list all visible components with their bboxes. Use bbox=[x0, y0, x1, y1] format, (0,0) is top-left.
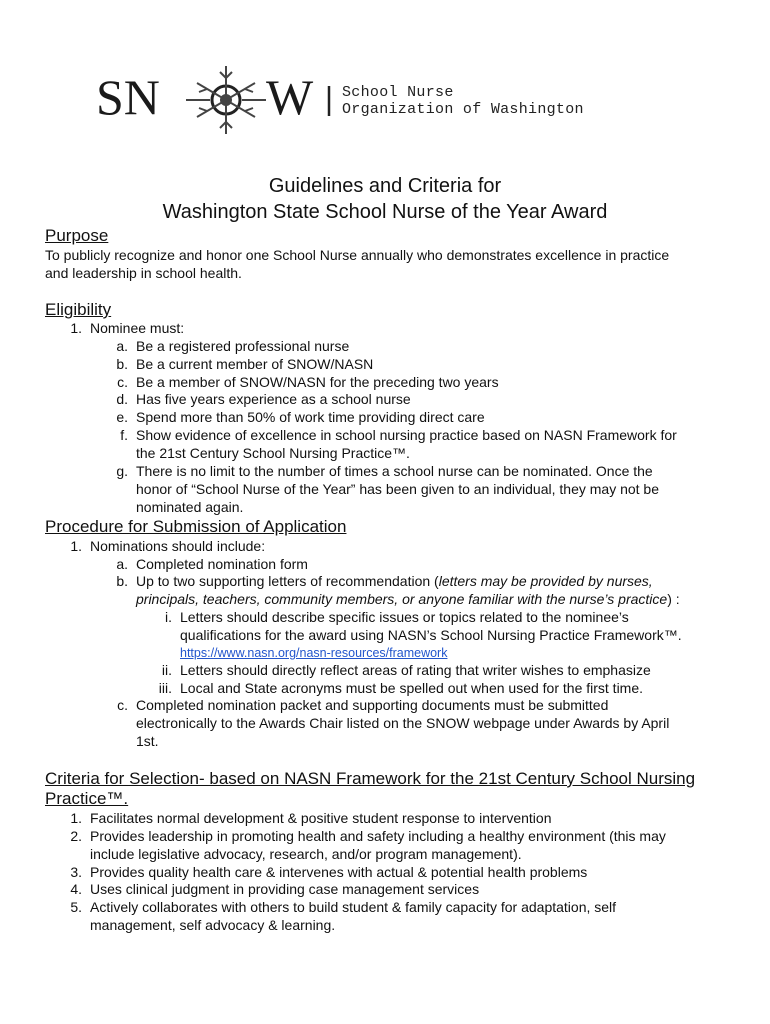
list-text: Completed nomination form bbox=[136, 556, 308, 572]
list-letter: d. bbox=[116, 391, 128, 407]
list-text-cont: qualifications for the award using NASN’s School Nursing Practice Framework™. bbox=[180, 627, 682, 643]
purpose-text bbox=[45, 247, 735, 282]
list-text: Be a current member of SNOW/NASN bbox=[136, 356, 374, 372]
list-text-cont: nominated again. bbox=[136, 499, 244, 515]
text-run-italic: letters may be provided by nurses, bbox=[438, 573, 653, 589]
list-letter: e. bbox=[116, 409, 128, 425]
list-text-cont: electronically to the Awards Chair listed on the SNOW webpage under Awards by April bbox=[136, 715, 670, 731]
framework-link[interactable]: https://www.nasn.org/nasn-resources/framework bbox=[180, 646, 448, 660]
list-text: Show evidence of excellence in school nursing practice based on NASN Framework for bbox=[136, 427, 677, 443]
snowflake-icon bbox=[186, 66, 266, 134]
list-text-cont: include legislative advocacy, research, and/or program management). bbox=[90, 846, 522, 862]
list-roman: i. bbox=[165, 609, 172, 625]
list-number: 5. bbox=[70, 899, 82, 915]
criteria-heading-line1: Criteria for Selection- based on NASN Framework for the 21st Century School Nursing bbox=[45, 769, 696, 788]
list-number: 3. bbox=[70, 864, 82, 880]
list-text bbox=[136, 573, 653, 591]
list-text-cont bbox=[136, 591, 680, 609]
eligibility-heading: Eligibility bbox=[45, 300, 112, 319]
list-text: Actively collaborates with others to build student & family capacity for adaptation, self bbox=[90, 899, 617, 915]
text-run: ) : bbox=[667, 591, 680, 607]
list-text-cont: the 21st Century School Nursing Practice™. bbox=[136, 445, 410, 461]
page-title bbox=[0, 173, 770, 225]
list-letter: g. bbox=[116, 463, 128, 479]
title-line1: Guidelines and Criteria for bbox=[268, 175, 502, 197]
list-roman: iii. bbox=[158, 680, 172, 696]
logo-letters-left: SN bbox=[96, 69, 160, 125]
purpose-line1: To publicly recognize and honor one School Nurse annually who demonstrates excellence in practice bbox=[45, 247, 670, 263]
org-name-line1: School Nurse bbox=[342, 84, 454, 101]
criteria-heading bbox=[45, 769, 735, 809]
list-text: Letters should directly reflect areas of rating that writer wishes to emphasize bbox=[180, 662, 651, 678]
logo-letter-right: W bbox=[266, 69, 314, 125]
list-letter: b. bbox=[116, 573, 128, 589]
list-text: Spend more than 50% of work time providing direct care bbox=[136, 409, 485, 425]
list-text: There is no limit to the number of times a school nurse can be nominated. Once the bbox=[136, 463, 653, 479]
list-text: Letters should describe specific issues or topics related to the nominee’s bbox=[180, 609, 629, 625]
list-text-cont: honor of “School Nurse of the Year” has been given to an individual, they may not be bbox=[136, 481, 660, 497]
text-run-italic: principals, teachers, community members, or anyone familiar with the nurse’s practice bbox=[136, 591, 668, 607]
purpose-line2: and leadership in school health. bbox=[45, 264, 242, 281]
list-number: 1. bbox=[70, 320, 82, 336]
list-roman: ii. bbox=[161, 662, 172, 678]
list-text: Provides leadership in promoting health and safety including a healthy environment (this may bbox=[90, 828, 666, 844]
header-logo bbox=[96, 64, 676, 136]
list-number: 1. bbox=[70, 810, 82, 826]
list-text: Be a registered professional nurse bbox=[136, 338, 350, 354]
text-run: Up to two supporting letters of recommendation ( bbox=[136, 573, 439, 589]
list-text: Local and State acronyms must be spelled out when used for the first time. bbox=[180, 680, 644, 696]
list-letter: f. bbox=[120, 427, 128, 443]
list-letter: a. bbox=[116, 556, 128, 572]
title-line2: Washington State School Nurse of the Year Award bbox=[162, 201, 608, 223]
list-letter: a. bbox=[116, 338, 128, 354]
list-text: Has five years experience as a school nurse bbox=[136, 391, 411, 407]
list-text: Uses clinical judgment in providing case management services bbox=[90, 881, 480, 897]
list-text-cont: 1st. bbox=[136, 733, 159, 749]
list-text: Nominations should include: bbox=[90, 538, 266, 554]
list-number: 1. bbox=[70, 538, 82, 554]
list-text: Facilitates normal development & positive student response to intervention bbox=[90, 810, 552, 826]
list-letter: c. bbox=[117, 374, 128, 390]
procedure-heading: Procedure for Submission of Application bbox=[45, 517, 347, 536]
list-letter: c. bbox=[117, 697, 128, 713]
criteria-heading-line2: Practice™. bbox=[45, 789, 129, 808]
list-number: 4. bbox=[70, 881, 82, 897]
list-text-cont: management, self advocacy & learning. bbox=[90, 917, 336, 933]
purpose-heading: Purpose bbox=[45, 226, 109, 245]
list-text: Completed nomination packet and supporting documents must be submitted bbox=[136, 697, 609, 713]
list-text: Nominee must: bbox=[90, 320, 185, 336]
list-text: Be a member of SNOW/NASN for the preceding two years bbox=[136, 374, 499, 390]
org-name-line2: Organization of Washington bbox=[342, 101, 584, 118]
list-text: Provides quality health care & intervenes with actual & potential health problems bbox=[90, 864, 588, 880]
list-letter: b. bbox=[116, 356, 128, 372]
list-number: 2. bbox=[70, 828, 82, 844]
